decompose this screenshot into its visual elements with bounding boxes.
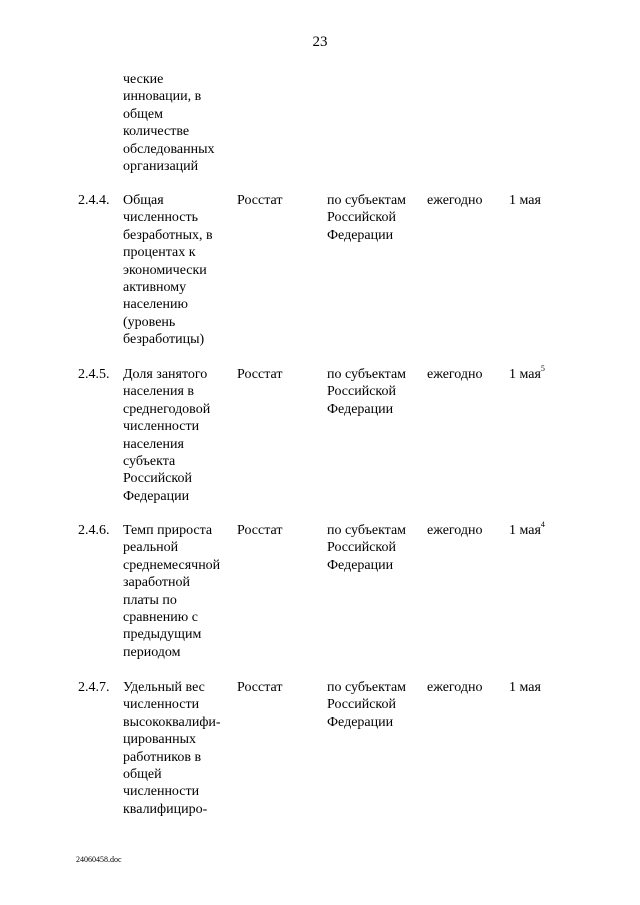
indicator-number: 2.4.5. bbox=[78, 367, 110, 382]
periodicity: ежегодно bbox=[427, 367, 483, 382]
periodicity: ежегодно bbox=[427, 680, 483, 695]
continued-indicator-name: ческие инновации, в общем количестве обследованных организаций bbox=[123, 72, 215, 175]
periodicity: ежегодно bbox=[427, 193, 483, 208]
data-source: Росстат bbox=[237, 680, 283, 695]
indicator-name: Доля занятого населения в среднегодовой численности населения субъекта Российской Федерации bbox=[123, 367, 211, 504]
data-level: по субъектам Российской Федерации bbox=[327, 680, 407, 730]
deadline-text: 1 мая bbox=[509, 523, 541, 538]
data-level: по субъектам Российской Федерации bbox=[327, 523, 407, 573]
deadline-text: 1 мая bbox=[509, 367, 541, 382]
page-number: 23 bbox=[312, 34, 328, 50]
footnote-marker: 4 bbox=[540, 520, 545, 530]
deadline bbox=[509, 366, 545, 383]
deadline bbox=[509, 679, 541, 696]
deadline-text: 1 мая bbox=[509, 193, 541, 208]
indicator-number: 2.4.6. bbox=[78, 523, 110, 538]
data-level: по субъектам Российской Федерации bbox=[327, 367, 407, 417]
footnote-marker: 5 bbox=[540, 364, 545, 374]
indicator-number: 2.4.4. bbox=[78, 193, 110, 208]
data-source: Росстат bbox=[237, 193, 283, 208]
deadline-text: 1 мая bbox=[509, 680, 541, 695]
data-source: Росстат bbox=[237, 367, 283, 382]
footer-filename: 24060458.doc bbox=[76, 855, 122, 864]
data-level: по субъектам Российской Федерации bbox=[327, 193, 407, 243]
deadline bbox=[509, 192, 541, 209]
deadline bbox=[509, 522, 545, 539]
data-source: Росстат bbox=[237, 523, 283, 538]
indicator-name: Общая численность безработных, в процентах к экономически активному населению (уровень безработицы) bbox=[123, 193, 213, 348]
indicator-number: 2.4.7. bbox=[78, 680, 110, 695]
periodicity: ежегодно bbox=[427, 523, 483, 538]
indicator-name: Удельный вес численности высококвалифи- цированных работников в общей численности квалифициро- bbox=[123, 680, 221, 817]
indicator-name: Темп прироста реальной среднемесячной заработной платы по сравнению с предыдущим периодом bbox=[123, 523, 221, 660]
